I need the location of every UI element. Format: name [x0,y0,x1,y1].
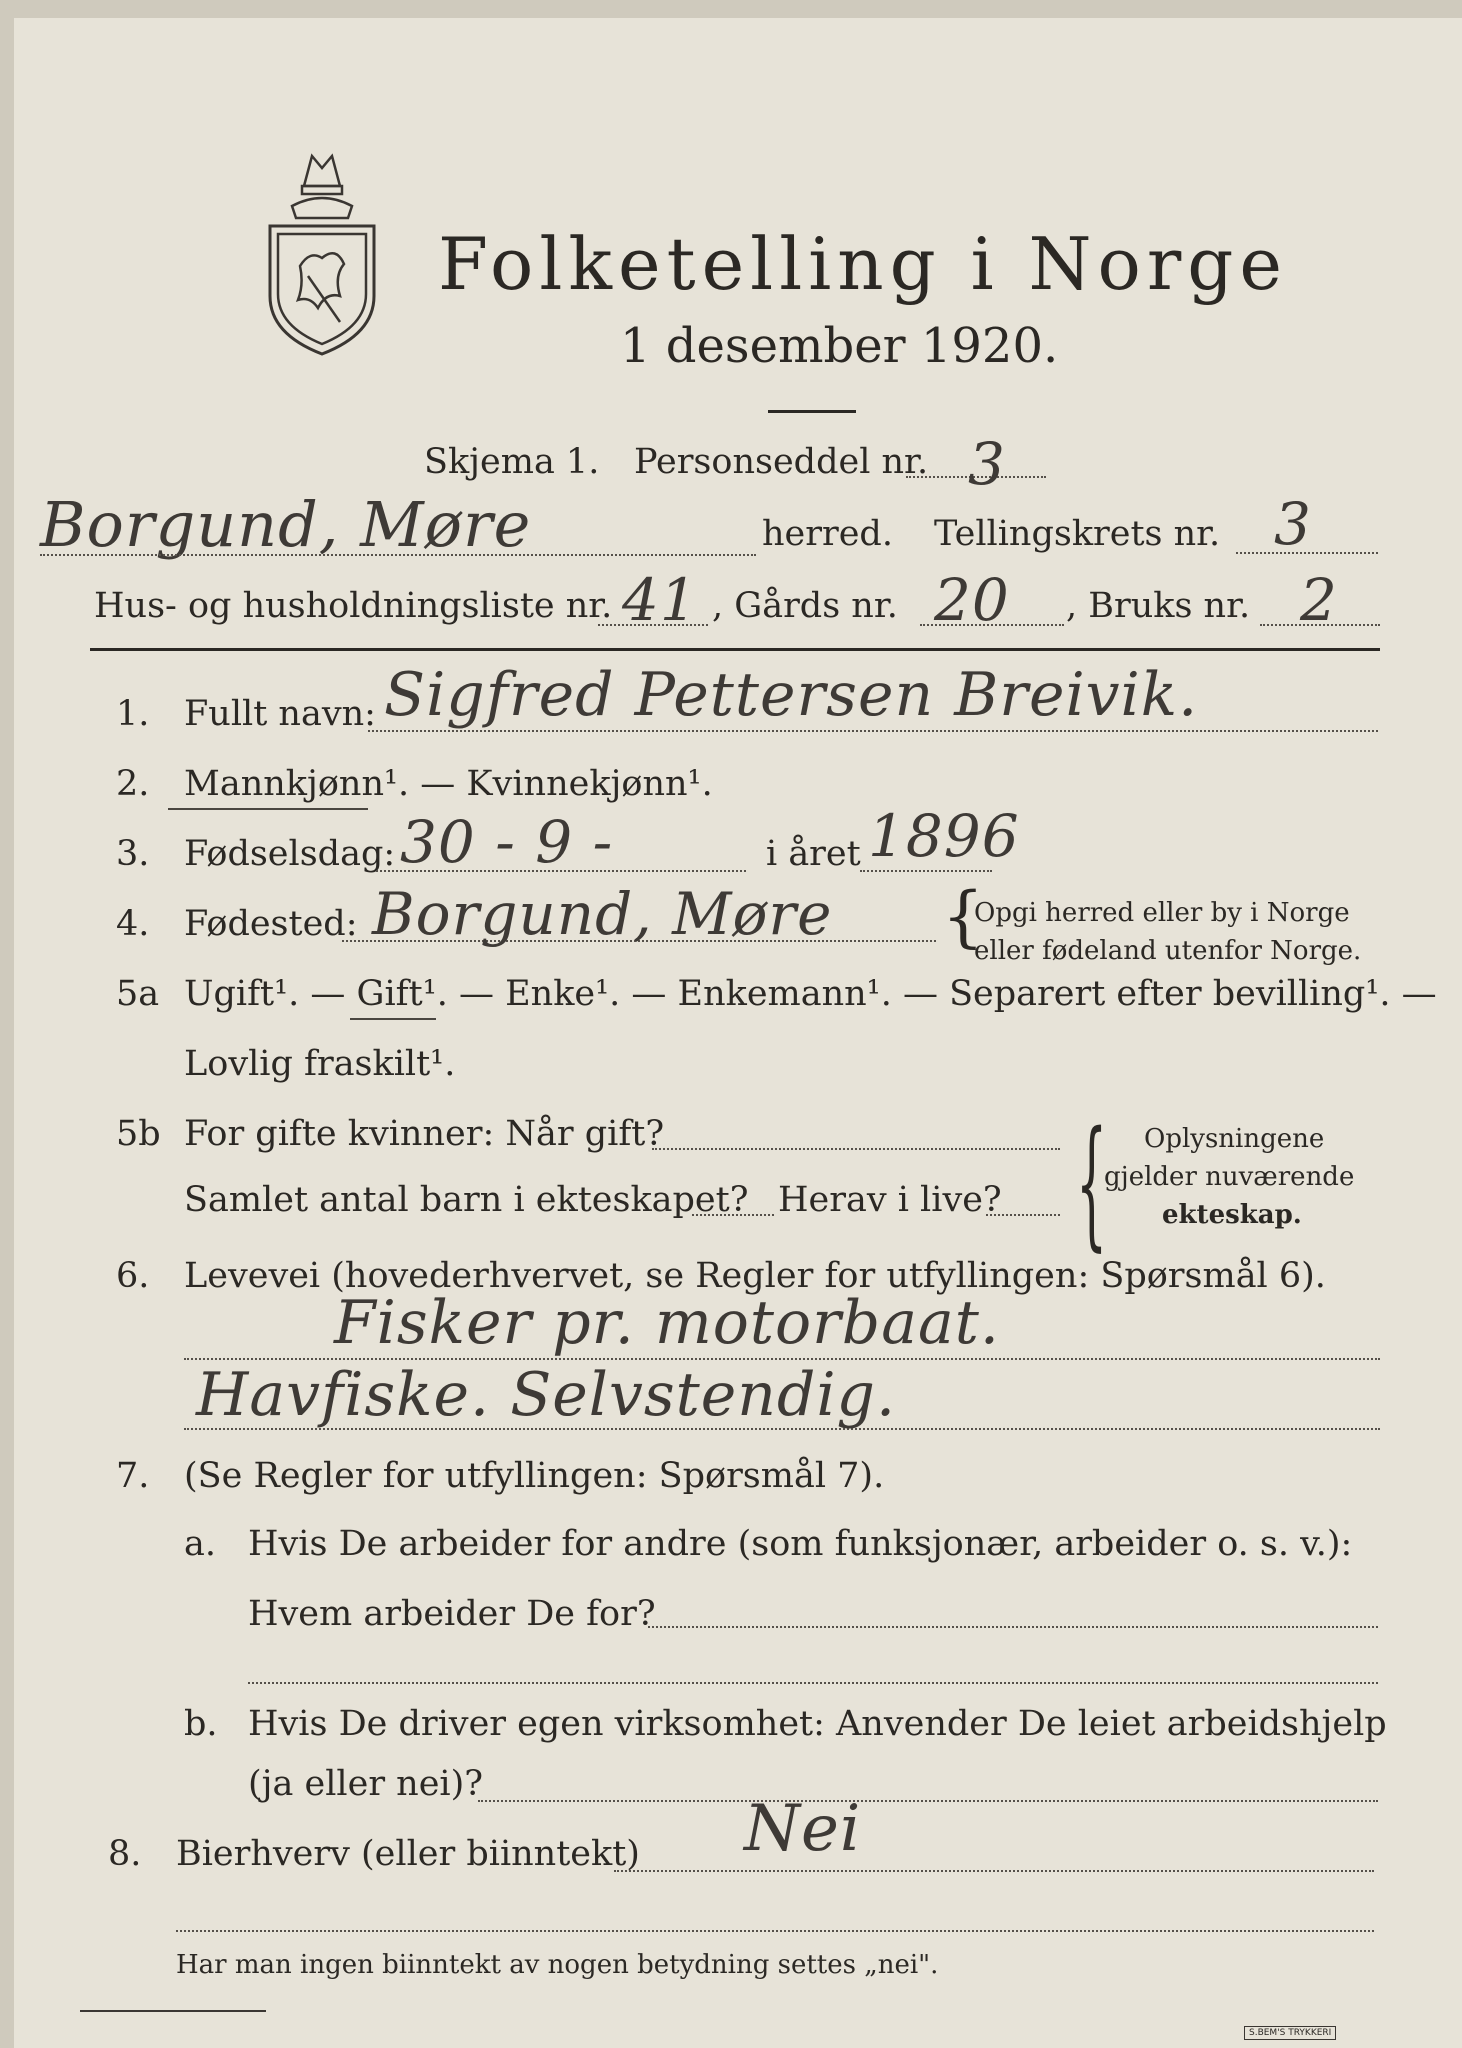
q4-note-line2: eller fødeland utenfor Norge. [974,936,1362,966]
herred-label: herred. [762,514,893,554]
q6-value1: Fisker pr. motorbaat. [334,1288,1000,1358]
q5a-number: 5a [116,974,160,1014]
bruks-label: , Bruks nr. [1066,586,1251,626]
q7b-number: b. [184,1704,218,1744]
q3-number: 3. [116,834,150,874]
q2-underline [168,808,368,810]
q4-label: Fødested: [184,904,358,944]
q5b-note-line2: gjelder nuværende [1104,1162,1355,1192]
q4-number: 4. [116,904,150,944]
personseddel-label: Personseddel nr. [634,442,929,482]
q5a-line1: Ugift¹. — Gift¹. — Enke¹. — Enkemann¹. — Separert efter bevilling¹. — [184,974,1437,1014]
q3-year-line [860,870,992,872]
q8-value: Nei [744,1792,862,1866]
q5b-when-line [652,1148,1060,1150]
footnote-rule [80,2010,266,2012]
q5b-line2b: Herav i live? [778,1180,1002,1220]
form-date: 1 desember 1920. [620,318,1059,374]
q4-note-line1: Opgi herred eller by i Norge [974,898,1350,928]
q5b-brace: { [1076,1102,1108,1265]
herred-line [40,554,756,556]
header-divider [90,648,1380,651]
q5b-note-line1: Oplysningene [1144,1124,1325,1154]
gards-label: , Gårds nr. [712,586,898,626]
tellingskrets-value: 3 [1274,490,1312,558]
q5b-alive-line [986,1214,1060,1216]
title-divider [768,410,856,413]
hus-label: Hus- og husholdningsliste nr. [94,586,613,626]
q6-value2: Havfiske. Selvstendig. [196,1360,897,1430]
q8-line-extra [176,1930,1374,1932]
q4-value: Borgund, Møre [372,880,833,948]
coat-of-arms-icon [262,146,382,358]
q3-year-value: 1896 [868,802,1020,870]
q5b-line1: For gifte kvinner: Når gift? [184,1114,665,1154]
gards-value: 20 [934,566,1010,634]
q7a-line1: Hvis De arbeider for andre (som funksjonær, arbeider o. s. v.): [248,1524,1353,1564]
q7b-line2: (ja eller nei)? [248,1764,484,1804]
q1-number: 1. [116,694,150,734]
q3-year-label: i året [766,834,861,874]
q8-number: 8. [108,1834,142,1874]
q5a-line2: Lovlig fraskilt¹. [184,1044,456,1084]
printer-mark: S.BEM'S TRYKKERI [1244,2026,1336,2040]
q8-line [614,1870,1374,1872]
q5b-children-line [692,1214,774,1216]
hus-value: 41 [622,566,698,634]
q3-value: 30 - 9 - [400,808,614,876]
q6-label: Levevei (hovederhvervet, se Regler for utfyllingen: Spørsmål 6). [184,1256,1326,1296]
q4-brace: { [942,878,984,955]
q5b-note-line3: ekteskap. [1162,1200,1302,1230]
q5b-number: 5b [116,1114,161,1154]
q6-number: 6. [116,1256,150,1296]
q7b-line [478,1800,1378,1802]
q5a-underline [350,1018,436,1020]
q8-label: Bierhverv (eller biinntekt) [176,1834,640,1874]
q2-number: 2. [116,764,150,804]
q1-label: Fullt navn: [184,694,376,734]
bruks-value: 2 [1300,566,1338,634]
q7a-line2: Hvem arbeider De for? [248,1594,656,1634]
q5b-line2a: Samlet antal barn i ekteskapet? [184,1180,749,1220]
q1-value: Sigfred Pettersen Breivik. [384,660,1199,730]
q7-label: (Se Regler for utfyllingen: Spørsmål 7). [184,1456,885,1496]
schema-label: Skjema 1. [424,442,600,482]
q2-label: Mannkjønn¹. — Kvinnekjønn¹. [184,764,713,804]
q7a-line [648,1626,1378,1628]
q7b-line1: Hvis De driver egen virksomhet: Anvender De leiet arbeidshjelp [248,1704,1387,1744]
personseddel-value: 3 [968,430,1006,498]
herred-value: Borgund, Møre [40,488,532,561]
q7a-line-extra [248,1682,1378,1684]
q3-label: Fødselsdag: [184,834,396,874]
tellingskrets-label: Tellingskrets nr. [934,514,1221,554]
footer-note: Har man ingen biinntekt av nogen betydning settes „nei". [176,1950,939,1980]
q7a-number: a. [184,1524,216,1564]
q7-number: 7. [116,1456,150,1496]
q1-line [368,730,1378,732]
form-title: Folketelling i Norge [438,222,1288,306]
